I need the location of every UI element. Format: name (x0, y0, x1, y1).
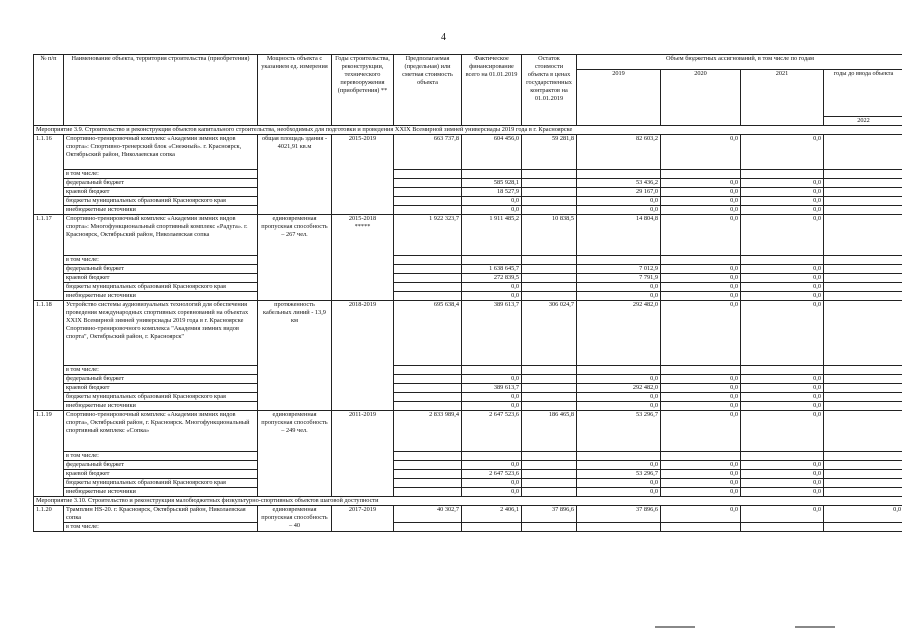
object-actual: 2 406,1 (462, 506, 522, 523)
object-name: Спортивно-тренировочный комплекс «Академия зимних видов спорта»: Многофункциональный спортивный комплекс «Радуга». г. Красноярск, Октябрьский район, Николаевская сопка (64, 215, 258, 256)
cell: 0,0 (462, 402, 522, 411)
label-regional: краевой бюджет (64, 274, 258, 283)
scan-mark (795, 626, 835, 628)
label-municipal: бюджеты муниципальных образований Красноярского края (64, 283, 258, 292)
cell: 292 482,0 (577, 384, 661, 393)
value-2022 (824, 301, 902, 366)
cell: 0,0 (661, 283, 741, 292)
value-2020: 0,0 (661, 411, 741, 452)
header-2020: 2020 (661, 70, 741, 126)
cell: 0,0 (661, 402, 741, 411)
cell: 0,0 (741, 265, 824, 274)
label-in-total: в том числе: (64, 256, 258, 265)
object-remaining: 59 281,8 (522, 135, 577, 170)
value-2020: 0,0 (661, 215, 741, 256)
cell: 0,0 (462, 197, 522, 206)
value-2021: 0,0 (741, 506, 824, 523)
table-row (34, 523, 902, 532)
object-estimate: 663 737,8 (394, 135, 462, 170)
cell: 0,0 (741, 375, 824, 384)
value-2021: 0,0 (741, 135, 824, 170)
header-num: № п/п (34, 55, 64, 126)
cell: 0,0 (661, 461, 741, 470)
row-num: 1.1.20 (34, 506, 64, 532)
header-2021: 2021 (741, 70, 824, 126)
object-capacity: общая площадь здания - 4021,91 кв.м (258, 135, 332, 215)
cell: 1 638 645,7 (462, 265, 522, 274)
cell: 0,0 (661, 188, 741, 197)
cell: 0,0 (577, 461, 661, 470)
cell: 0,0 (741, 479, 824, 488)
label-extra: внебюджетные источники (64, 402, 258, 411)
table-row (34, 135, 902, 170)
object-name: Спортивно-тренировочный комплекс «Академия зимних видов спорта»: Спортивно-тренерский блок «Снежный». г. Красноярск, Октябрьский район, Николаевская сопка (64, 135, 258, 170)
table-row (34, 461, 902, 470)
cell: 0,0 (462, 461, 522, 470)
header-estimate: Предполагаемая (предельная) или сметная стоимость объекта (394, 55, 462, 126)
object-remaining: 186 465,8 (522, 411, 577, 452)
header-remaining: Остаток стоимости объекта в ценах государственных контрактов на 01.01.2019 (522, 55, 577, 126)
header-2022: 2022 (824, 117, 902, 126)
cell: 272 839,5 (462, 274, 522, 283)
row-num: 1.1.19 (34, 411, 64, 497)
cell: 585 928,1 (462, 179, 522, 188)
page-number: 4 (441, 32, 446, 43)
object-capacity: единовременная пропускная способность – 249 чел. (258, 411, 332, 497)
value-2019: 14 804,8 (577, 215, 661, 256)
object-estimate: 40 302,7 (394, 506, 462, 523)
cell: 0,0 (661, 375, 741, 384)
object-actual: 389 613,7 (462, 301, 522, 366)
cell: 0,0 (741, 188, 824, 197)
cell: 0,0 (577, 393, 661, 402)
row-num: 1.1.18 (34, 301, 64, 411)
table-row (34, 470, 902, 479)
header-budget-group: Объем бюджетных ассигнований, в том числе по годам (577, 55, 902, 70)
cell: 2 647 523,6 (462, 470, 522, 479)
object-years-note: ***** (354, 223, 371, 230)
scan-mark (655, 626, 695, 628)
cell: 0,0 (741, 384, 824, 393)
cell: 7 012,9 (577, 265, 661, 274)
object-estimate: 695 638,4 (394, 301, 462, 366)
cell: 53 436,2 (577, 179, 661, 188)
cell: 0,0 (577, 197, 661, 206)
label-federal: федеральный бюджет (64, 179, 258, 188)
object-remaining: 306 024,7 (522, 301, 577, 366)
cell: 0,0 (741, 283, 824, 292)
cell: 0,0 (741, 179, 824, 188)
cell: 0,0 (741, 197, 824, 206)
section-3-10: Мероприятие 3.10. Строительство и реконструкция малобюджетных физкультурно-спортивных объектов шаговой доступности (34, 497, 902, 506)
cell: 0,0 (741, 274, 824, 283)
table-row (34, 402, 902, 411)
object-capacity: единовременная пропускная способность – 267 чел. (258, 215, 332, 301)
table-row (34, 393, 902, 402)
header-years: Годы строительства, реконструкции, технического перевооружения (приобретения) ** (332, 55, 394, 126)
table-row (34, 265, 902, 274)
cell: 0,0 (462, 488, 522, 497)
header-capacity: Мощность объекта с указанием ед. измерения (258, 55, 332, 126)
header-years-until: годы до ввода объекта (824, 70, 902, 117)
table-row (34, 274, 902, 283)
label-in-total: в том числе: (64, 523, 258, 532)
label-municipal: бюджеты муниципальных образований Красноярского края (64, 393, 258, 402)
cell: 0,0 (577, 479, 661, 488)
cell: 53 296,7 (577, 470, 661, 479)
object-actual: 1 911 485,2 (462, 215, 522, 256)
table-row (34, 488, 902, 497)
cell: 0,0 (661, 393, 741, 402)
cell: 0,0 (661, 206, 741, 215)
section-3-9: Мероприятие 3.9. Строительство и реконструкция объектов капитального строительства, необходимых для подготовки и проведения XXIX Всемирной зимней универсиады 2019 года в г. Красноярске (34, 126, 902, 135)
value-2021: 0,0 (741, 301, 824, 366)
object-actual: 2 647 523,6 (462, 411, 522, 452)
section-row (34, 497, 902, 506)
value-2022 (824, 215, 902, 256)
table-row (34, 411, 902, 452)
cell: 29 167,0 (577, 188, 661, 197)
cell: 0,0 (577, 402, 661, 411)
cell: 0,0 (661, 179, 741, 188)
cell: 0,0 (462, 206, 522, 215)
value-2019: 82 603,2 (577, 135, 661, 170)
table-row (34, 452, 902, 461)
table-row (34, 375, 902, 384)
label-federal: федеральный бюджет (64, 375, 258, 384)
label-extra: внебюджетные источники (64, 206, 258, 215)
cell: 0,0 (661, 197, 741, 206)
table-row (34, 206, 902, 215)
cell: 0,0 (577, 488, 661, 497)
section-row (34, 126, 902, 135)
cell: 0,0 (577, 375, 661, 384)
object-years: 2018-2019 (332, 301, 394, 411)
value-2019: 53 296,7 (577, 411, 661, 452)
cell: 0,0 (462, 375, 522, 384)
value-2020: 0,0 (661, 301, 741, 366)
label-regional: краевой бюджет (64, 384, 258, 393)
value-2020: 0,0 (661, 135, 741, 170)
object-years: 2017-2019 (332, 506, 394, 532)
cell: 7 791,9 (577, 274, 661, 283)
cell: 0,0 (462, 292, 522, 301)
value-2022 (824, 135, 902, 170)
table-row (34, 506, 902, 523)
cell: 0,0 (741, 470, 824, 479)
value-2021: 0,0 (741, 411, 824, 452)
object-capacity: протяженность кабельных линий - 13,9 км (258, 301, 332, 411)
label-in-total: в том числе: (64, 366, 258, 375)
cell: 0,0 (661, 274, 741, 283)
cell: 0,0 (462, 393, 522, 402)
object-years: 2015-2019 (332, 135, 394, 215)
cell: 0,0 (661, 470, 741, 479)
label-in-total: в том числе: (64, 170, 258, 179)
cell: 0,0 (661, 292, 741, 301)
object-name: Трамплин HS-20. г. Красноярск, Октябрьский район, Николаевская сопка (64, 506, 258, 523)
object-estimate: 1 922 323,7 (394, 215, 462, 256)
row-num: 1.1.17 (34, 215, 64, 301)
header-name: Наименование объекта, территория строительства (приобретения) (64, 55, 258, 126)
object-name: Спортивно-тренировочный комплекс «Академия зимних видов спорта», Октябрьский район, г. Красноярск. Многофункциональный спортивный комплекс «Сопка» (64, 411, 258, 452)
label-in-total: в том числе: (64, 452, 258, 461)
cell: 0,0 (462, 283, 522, 292)
table-row (34, 283, 902, 292)
cell: 0,0 (661, 479, 741, 488)
table-row (34, 256, 902, 265)
value-2022: 0,0 (824, 506, 902, 523)
cell: 0,0 (577, 206, 661, 215)
object-actual: 604 456,0 (462, 135, 522, 170)
object-remaining: 37 896,6 (522, 506, 577, 523)
label-regional: краевой бюджет (64, 188, 258, 197)
table-row (34, 170, 902, 179)
table-row (34, 366, 902, 375)
table-row (34, 188, 902, 197)
table-row (34, 384, 902, 393)
cell: 0,0 (577, 292, 661, 301)
cell: 18 527,9 (462, 188, 522, 197)
header-actual: Фактическое финансирование всего на 01.01.2019 (462, 55, 522, 126)
value-2019: 37 896,6 (577, 506, 661, 523)
table-row (34, 179, 902, 188)
label-municipal: бюджеты муниципальных образований Красноярского края (64, 197, 258, 206)
table-row (34, 479, 902, 488)
cell: 0,0 (661, 265, 741, 274)
object-years (332, 215, 394, 301)
object-years-range: 2015-2018 (348, 215, 377, 222)
label-regional: краевой бюджет (64, 470, 258, 479)
value-2022 (824, 411, 902, 452)
cell: 0,0 (741, 461, 824, 470)
cell: 0,0 (741, 488, 824, 497)
cell: 0,0 (462, 479, 522, 488)
cell: 0,0 (741, 402, 824, 411)
header-row (34, 55, 902, 70)
table-row (34, 301, 902, 366)
object-capacity: единовременная пропускная способность – 40 (258, 506, 332, 532)
cell: 0,0 (661, 488, 741, 497)
table-row (34, 215, 902, 256)
object-remaining: 10 838,5 (522, 215, 577, 256)
object-years: 2011-2019 (332, 411, 394, 497)
object-estimate: 2 833 989,4 (394, 411, 462, 452)
label-municipal: бюджеты муниципальных образований Красноярского края (64, 479, 258, 488)
row-num: 1.1.16 (34, 135, 64, 215)
budget-table (33, 54, 902, 532)
table-row (34, 197, 902, 206)
object-name: Устройство системы аудиовизуальных технологий для обеспечения проведения международных спортивных соревнований на объектах XXIX Всемирной зимней универсиады 2019 года в г. Красноярске Спортивно-тренировочного комплекса "Академия зимних видов спорта", Октябрьский район, г. Красноярск" (64, 301, 258, 366)
cell: 0,0 (741, 292, 824, 301)
label-extra: внебюджетные источники (64, 292, 258, 301)
label-extra: внебюджетные источники (64, 488, 258, 497)
cell: 0,0 (661, 384, 741, 393)
cell: 0,0 (741, 206, 824, 215)
table-row (34, 292, 902, 301)
value-2021: 0,0 (741, 215, 824, 256)
value-2020: 0,0 (661, 506, 741, 523)
label-federal: федеральный бюджет (64, 461, 258, 470)
cell: 0,0 (577, 283, 661, 292)
cell: 0,0 (741, 393, 824, 402)
label-federal: федеральный бюджет (64, 265, 258, 274)
header-2019: 2019 (577, 70, 661, 126)
value-2019: 292 482,0 (577, 301, 661, 366)
cell: 389 613,7 (462, 384, 522, 393)
